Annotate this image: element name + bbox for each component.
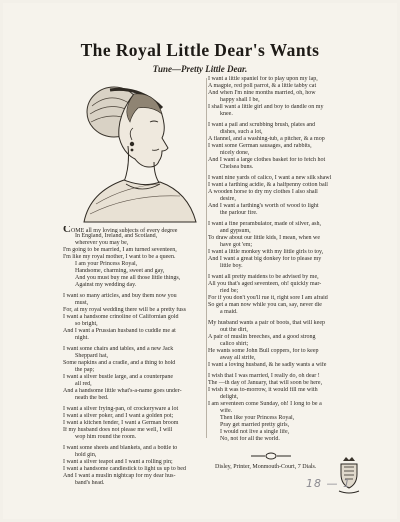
verse-text: I shall want a little girl and boy to dandle on my (208, 104, 324, 110)
verse-text: And I want a great big donkey for to please my (208, 256, 322, 262)
verse-text: I want a handsome crinoline of Californian gold (63, 314, 179, 320)
verse-line (63, 480, 205, 487)
verse-line (208, 263, 361, 270)
verse-text: Pray get married pretty girls, (220, 422, 290, 428)
verse-line (208, 362, 361, 369)
verse-text: And I want a farthing's worth of wood to light (208, 203, 319, 209)
verse-line (208, 196, 361, 203)
verse-line (63, 314, 205, 321)
verse-line (63, 427, 205, 434)
verse-line (63, 226, 205, 233)
verse-line (208, 327, 361, 334)
handwritten-pencil-note: 18 — 1 (306, 477, 351, 490)
verse-line (208, 387, 361, 394)
verse-line (208, 157, 361, 164)
verse-line (208, 380, 361, 387)
verse-text: I want some chairs and tables, and a new Jack (63, 346, 174, 352)
verse-text: I want some sheets and blankets, and a bottle to (63, 445, 178, 451)
verse-text: I want all pretty maidens to be advised by me, (208, 274, 319, 280)
verse-line (208, 104, 361, 111)
verse-line (63, 268, 205, 275)
verse-line (63, 233, 205, 240)
left-column-verses (63, 226, 205, 487)
verse-text: wife. (220, 408, 233, 414)
verse-text: out the dirt, (220, 327, 248, 333)
verse-text: I want a farthing acidie, & a halfpenny cotton ball (208, 182, 328, 188)
verse-line (208, 150, 361, 157)
verse-line (208, 429, 361, 436)
verse-text: the pap; (75, 367, 95, 373)
verse-line (208, 143, 361, 150)
verse-line (208, 348, 361, 355)
printer-imprint: Disley, Printer, Monmouth-Court, 7 Dials. (215, 464, 317, 470)
verse-text: So get a man now while you can, say, never die (208, 302, 322, 308)
verse-line (208, 302, 361, 309)
verse-line (208, 203, 361, 210)
verse-text: And a handsome little what's-a-name goes under- (63, 388, 182, 394)
verse-line (208, 164, 361, 171)
verse-text: All you that's aged seventeen, oh! quickly mar- (208, 281, 322, 287)
verse-text: He wants some John Bull coppers, for to keep (208, 348, 319, 354)
verse-line (63, 466, 205, 473)
verse-text: away all strife, (220, 355, 256, 361)
verse-line (208, 334, 361, 341)
verse-line (63, 346, 205, 353)
verse-line (208, 401, 361, 408)
verse-text: I want a silver bustle large, and a counterpane (63, 374, 174, 380)
verse-line (63, 261, 205, 268)
verse-text: nicely done, (220, 150, 250, 156)
verse-line (208, 288, 361, 295)
verse-line (208, 274, 361, 281)
verse-text: To draw about our little kids, I mean, when we (208, 235, 321, 241)
verse-line (208, 90, 361, 97)
portrait-engraving (76, 76, 206, 224)
column-divider (206, 78, 207, 438)
verse-text: And I want a muslin nightcap for my dear hus- (63, 473, 176, 479)
verse-line (63, 445, 205, 452)
verse-line (208, 175, 361, 182)
ornament-rule (251, 452, 291, 460)
verse-line (63, 413, 205, 420)
verse-line (63, 240, 205, 247)
verse-line (208, 242, 361, 249)
verse-text: Against my wedding day. (75, 282, 137, 288)
verse-line (63, 282, 205, 289)
verse-line (208, 83, 361, 90)
verse-text: And you must buy me all those little things, (75, 275, 181, 281)
verse-text: The —th day of January, that will soon be here, (208, 380, 323, 386)
song-title: The Royal Little Dear's Wants (80, 40, 320, 60)
verse-text: No, not for all the world. (220, 436, 280, 442)
verse-line (208, 249, 361, 256)
verse-text: I am seventeen come Sunday, oh! I long to be a (208, 401, 322, 407)
verse-text: I am your Princess Royal, (75, 261, 138, 267)
verse-text: happy shall I be, (220, 97, 260, 103)
verse-text: And I want a Prussian husband to cuddle me at (63, 328, 176, 334)
verse-text: I want some German sausages, and rabbits, (208, 143, 312, 149)
verse-text: A wooden horse to dry my clothes I also shall (208, 189, 318, 195)
verse-text: In England, Ireland, and Scotland, (75, 233, 158, 239)
verse-text: I want a little spaniel for to play upon my lap, (208, 76, 318, 82)
verse-line (208, 122, 361, 129)
verse-line (208, 97, 361, 104)
verse-text: Sheppard hat, (75, 353, 108, 359)
verse-text: I want a silver frying-pan, of crockeryware a lot (63, 406, 179, 412)
verse-text: I want a handsome candlestick to light us up to bed (63, 466, 186, 472)
verse-line (208, 320, 361, 327)
verse-text: I wish that I was married, I really do, oh dear ! (208, 373, 320, 379)
verse-line (63, 307, 205, 314)
verse-line (208, 394, 361, 401)
verse-text: calico shirt; (220, 341, 249, 347)
verse-text: I want a pail and scrubbing brush, plates and (208, 122, 316, 128)
verse-line (208, 341, 361, 348)
verse-line (208, 436, 361, 443)
verse-text: I wish it was to-morrow, it would fill me with (208, 387, 318, 393)
verse-text: I'm going to be married, I am turned seventeen, (63, 247, 177, 253)
verse-text: My husband wants a pair of boots, that will keep (208, 320, 325, 326)
verse-text: I want a silver teapot and I want a rolling pin; (63, 459, 173, 465)
verse-line (63, 473, 205, 480)
verse-line (208, 422, 361, 429)
verse-line (208, 210, 361, 217)
verse-line (63, 374, 205, 381)
verse-line (63, 381, 205, 388)
verse-text: I would not live a single life, (220, 429, 290, 435)
verse-text: Chelsea buns. (220, 164, 254, 170)
verse-text: band's head. (75, 480, 105, 486)
verse-line (208, 111, 361, 118)
verse-text: I want a little monkey with my little girls to toy, (208, 249, 324, 255)
verse-text: A magpie, red poll parrot, & a little tabby cat (208, 83, 317, 89)
verse-text: must, (75, 300, 89, 306)
verse-text: I want nine yards of calico, I want a new silk shawl (208, 175, 332, 181)
verse-text: For, at my royal wedding there will be a pretty fuss (63, 307, 186, 313)
verse-line (63, 247, 205, 254)
tune-line: Tune—Pretty Little Dear. (152, 64, 248, 74)
verse-line (63, 360, 205, 367)
verse-text: night. (75, 335, 89, 341)
verse-line (63, 328, 205, 335)
verse-text: I want a fine perambulator, made of silver, ash, (208, 221, 321, 227)
verse-line (63, 293, 205, 300)
verse-line (208, 189, 361, 196)
right-column-verses (208, 76, 361, 443)
verse-line (208, 129, 361, 136)
verse-text: ried be; (220, 288, 239, 294)
verse-line (208, 415, 361, 422)
verse-line (208, 221, 361, 228)
verse-text: and gypsum, (220, 228, 251, 234)
verse-text: I want a kitchen fender, I want a German broom (63, 420, 179, 426)
verse-text: hold gin, (75, 452, 97, 458)
verse-line (208, 295, 361, 302)
verse-text: If my husband does not please me well, I will (63, 427, 173, 433)
verse-line (63, 275, 205, 282)
verse-line (208, 355, 361, 362)
verse-line (63, 406, 205, 413)
verse-text: delight, (220, 394, 239, 400)
verse-text: little boy. (220, 263, 243, 269)
verse-text: I want so many articles, and buy them now you (63, 293, 177, 299)
verse-line (63, 388, 205, 395)
verse-text: I want a loving husband, & he sadly wants a wife (208, 362, 327, 368)
verse-text: knee. (220, 111, 233, 117)
verse-text: I want a silver poker, and I want a golden pot; (63, 413, 174, 419)
verse-text: I'm like my royal mother, I want to be a queen. (63, 254, 176, 260)
verse-line (63, 300, 205, 307)
verse-text: so bright, (75, 321, 98, 327)
verse-text: Handsome, charming, sweet and gay, (75, 268, 165, 274)
verse-text: A flannel, and a washing-tub, a pitcher, & a mop (208, 136, 325, 142)
verse-text: the parlour fire. (220, 210, 258, 216)
verse-line (208, 76, 361, 83)
verse-text: desire, (220, 196, 236, 202)
verse-text: dishes, such a lot, (220, 129, 263, 135)
verse-line (208, 408, 361, 415)
verse-text: A pair of muslin breeches, and a good strong (208, 334, 316, 340)
verse-text: wherever you may be, (75, 240, 129, 246)
verse-text: neath the bed. (75, 395, 109, 401)
verse-text: a maid. (220, 309, 238, 315)
verse-line (208, 136, 361, 143)
verse-line (63, 434, 205, 441)
verse-line (63, 452, 205, 459)
verse-line (63, 420, 205, 427)
verse-text: have got 'em; (220, 242, 253, 248)
verse-line (208, 182, 361, 189)
verse-text: And I want a large clothes basket for to fetch hot (208, 157, 326, 163)
verse-line (63, 367, 205, 374)
verse-line (208, 309, 361, 316)
verse-text: all red, (75, 381, 92, 387)
verse-line (208, 228, 361, 235)
verse-text: Then like your Princess Royal, (220, 415, 295, 421)
verse-line (63, 321, 205, 328)
verse-text: Some napkins and a cradle, and a thing to hold (63, 360, 176, 366)
verse-text: wop him round the room. (75, 434, 137, 440)
verse-line (208, 281, 361, 288)
verse-line (63, 254, 205, 261)
verse-text: For if you don't you'll rue it, right sore I am afraid (208, 295, 328, 301)
verse-line (208, 256, 361, 263)
verse-line (208, 373, 361, 380)
verse-line (63, 395, 205, 402)
verse-text: OME all my loving subjects of every degree (70, 228, 178, 233)
drop-cap: C (63, 226, 71, 233)
verse-line (63, 353, 205, 360)
verse-text: And when I'm nine months married, oh, how (208, 90, 316, 96)
verse-line (63, 459, 205, 466)
verse-line (63, 335, 205, 342)
verse-line (208, 235, 361, 242)
